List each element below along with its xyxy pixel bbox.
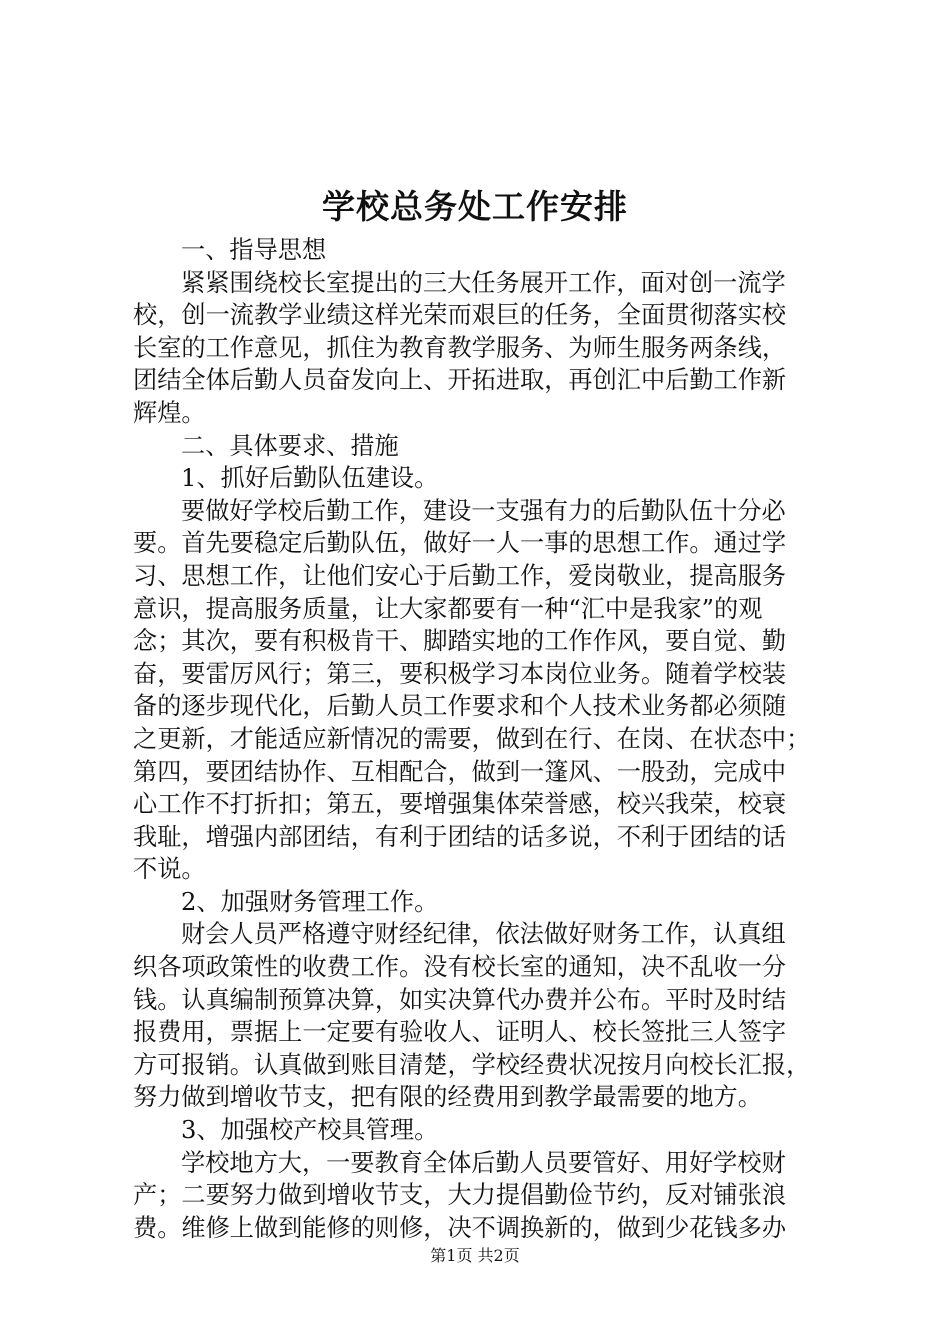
paragraph-line: 心工作不打折扣；第五，要增强集体荣誉感，校兴我荣，校衰 [133,790,787,819]
paragraph-line: 费。维修上做到能修的则修，决不调换新的，做到少花钱多办 [133,1213,787,1242]
paragraph-line: 之更新，才能适应新情况的需要，做到在行、在岗、在状态中； [133,724,811,753]
paragraph-line: 意识，提高服务质量，让大家都要有一种“汇中是我家”的观 [133,594,763,623]
document-title: 学校总务处工作安排 [322,187,628,226]
paragraph-line: 报费用，票据上一定要有验收人、证明人、校长签批三人签字 [133,1018,787,1047]
subsection-heading: 1、抓好后勤队伍建设。 [181,464,439,493]
paragraph-line: 学校地方大，一要教育全体后勤人员要管好、用好学校财 [181,1148,786,1177]
paragraph-line: 校，创一流教学业绩这样光荣而艰巨的任务，全面贯彻落实校 [133,301,787,330]
paragraph-line: 辉煌。 [133,398,206,427]
paragraph-line: 备的逐步现代化，后勤人员工作要求和个人技术业务都必须随 [133,692,787,721]
paragraph-line: 长室的工作意见，抓住为教育教学服务、为师生服务两条线， [133,333,787,362]
paragraph-line: 团结全体后勤人员奋发向上、开拓进取，再创汇中后勤工作新 [133,366,787,395]
subsection-heading: 2、加强财务管理工作。 [181,887,439,916]
paragraph-line: 织各项政策性的收费工作。没有校长室的通知，决不乱收一分 [133,953,787,982]
paragraph-line: 钱。认真编制预算决算，如实决算代办费并公布。平时及时结 [133,985,787,1014]
paragraph-line: 紧紧围绕校长室提出的三大任务展开工作，面对创一流学 [181,268,786,297]
paragraph-line: 方可报销。认真做到账目清楚，学校经费状况按月向校长汇报， [133,1050,811,1079]
paragraph-line: 第四，要团结协作、互相配合，做到一篷风、一股劲，完成中 [133,757,787,786]
paragraph-line: 习、思想工作，让他们安心于后勤工作，爱岗敬业，提高服务 [133,561,787,590]
paragraph-line: 努力做到增收节支，把有限的经费用到教学最需要的地方。 [133,1083,762,1112]
section-heading: 一、指导思想 [181,236,327,264]
section-heading: 二、具体要求、措施 [181,431,399,460]
paragraph-line: 不说。 [133,855,206,884]
subsection-heading: 3、加强校产校具管理。 [181,1116,439,1145]
document-body [133,234,833,1244]
paragraph-line: 要。首先要稳定后勤队伍，做好一人一事的思想工作。通过学 [133,529,787,558]
paragraph-line: 要做好学校后勤工作，建设一支强有力的后勤队伍十分必 [181,496,786,525]
page-footer: 第1页 共2页 [430,1246,520,1265]
paragraph-line: 财会人员严格遵守财经纪律，依法做好财务工作，认真组 [181,920,786,949]
paragraph-line: 产；二要努力做到增收节支，大力提倡勤俭节约，反对铺张浪 [133,1181,787,1210]
paragraph-line: 念；其次，要有积极肯干、脚踏实地的工作作风，要自觉、勤 [133,627,787,656]
paragraph-line: 我耻，增强内部团结，有利于团结的话多说，不利于团结的话 [133,822,787,851]
paragraph-line: 奋，要雷厉风行；第三，要积极学习本岗位业务。随着学校装 [133,659,787,688]
